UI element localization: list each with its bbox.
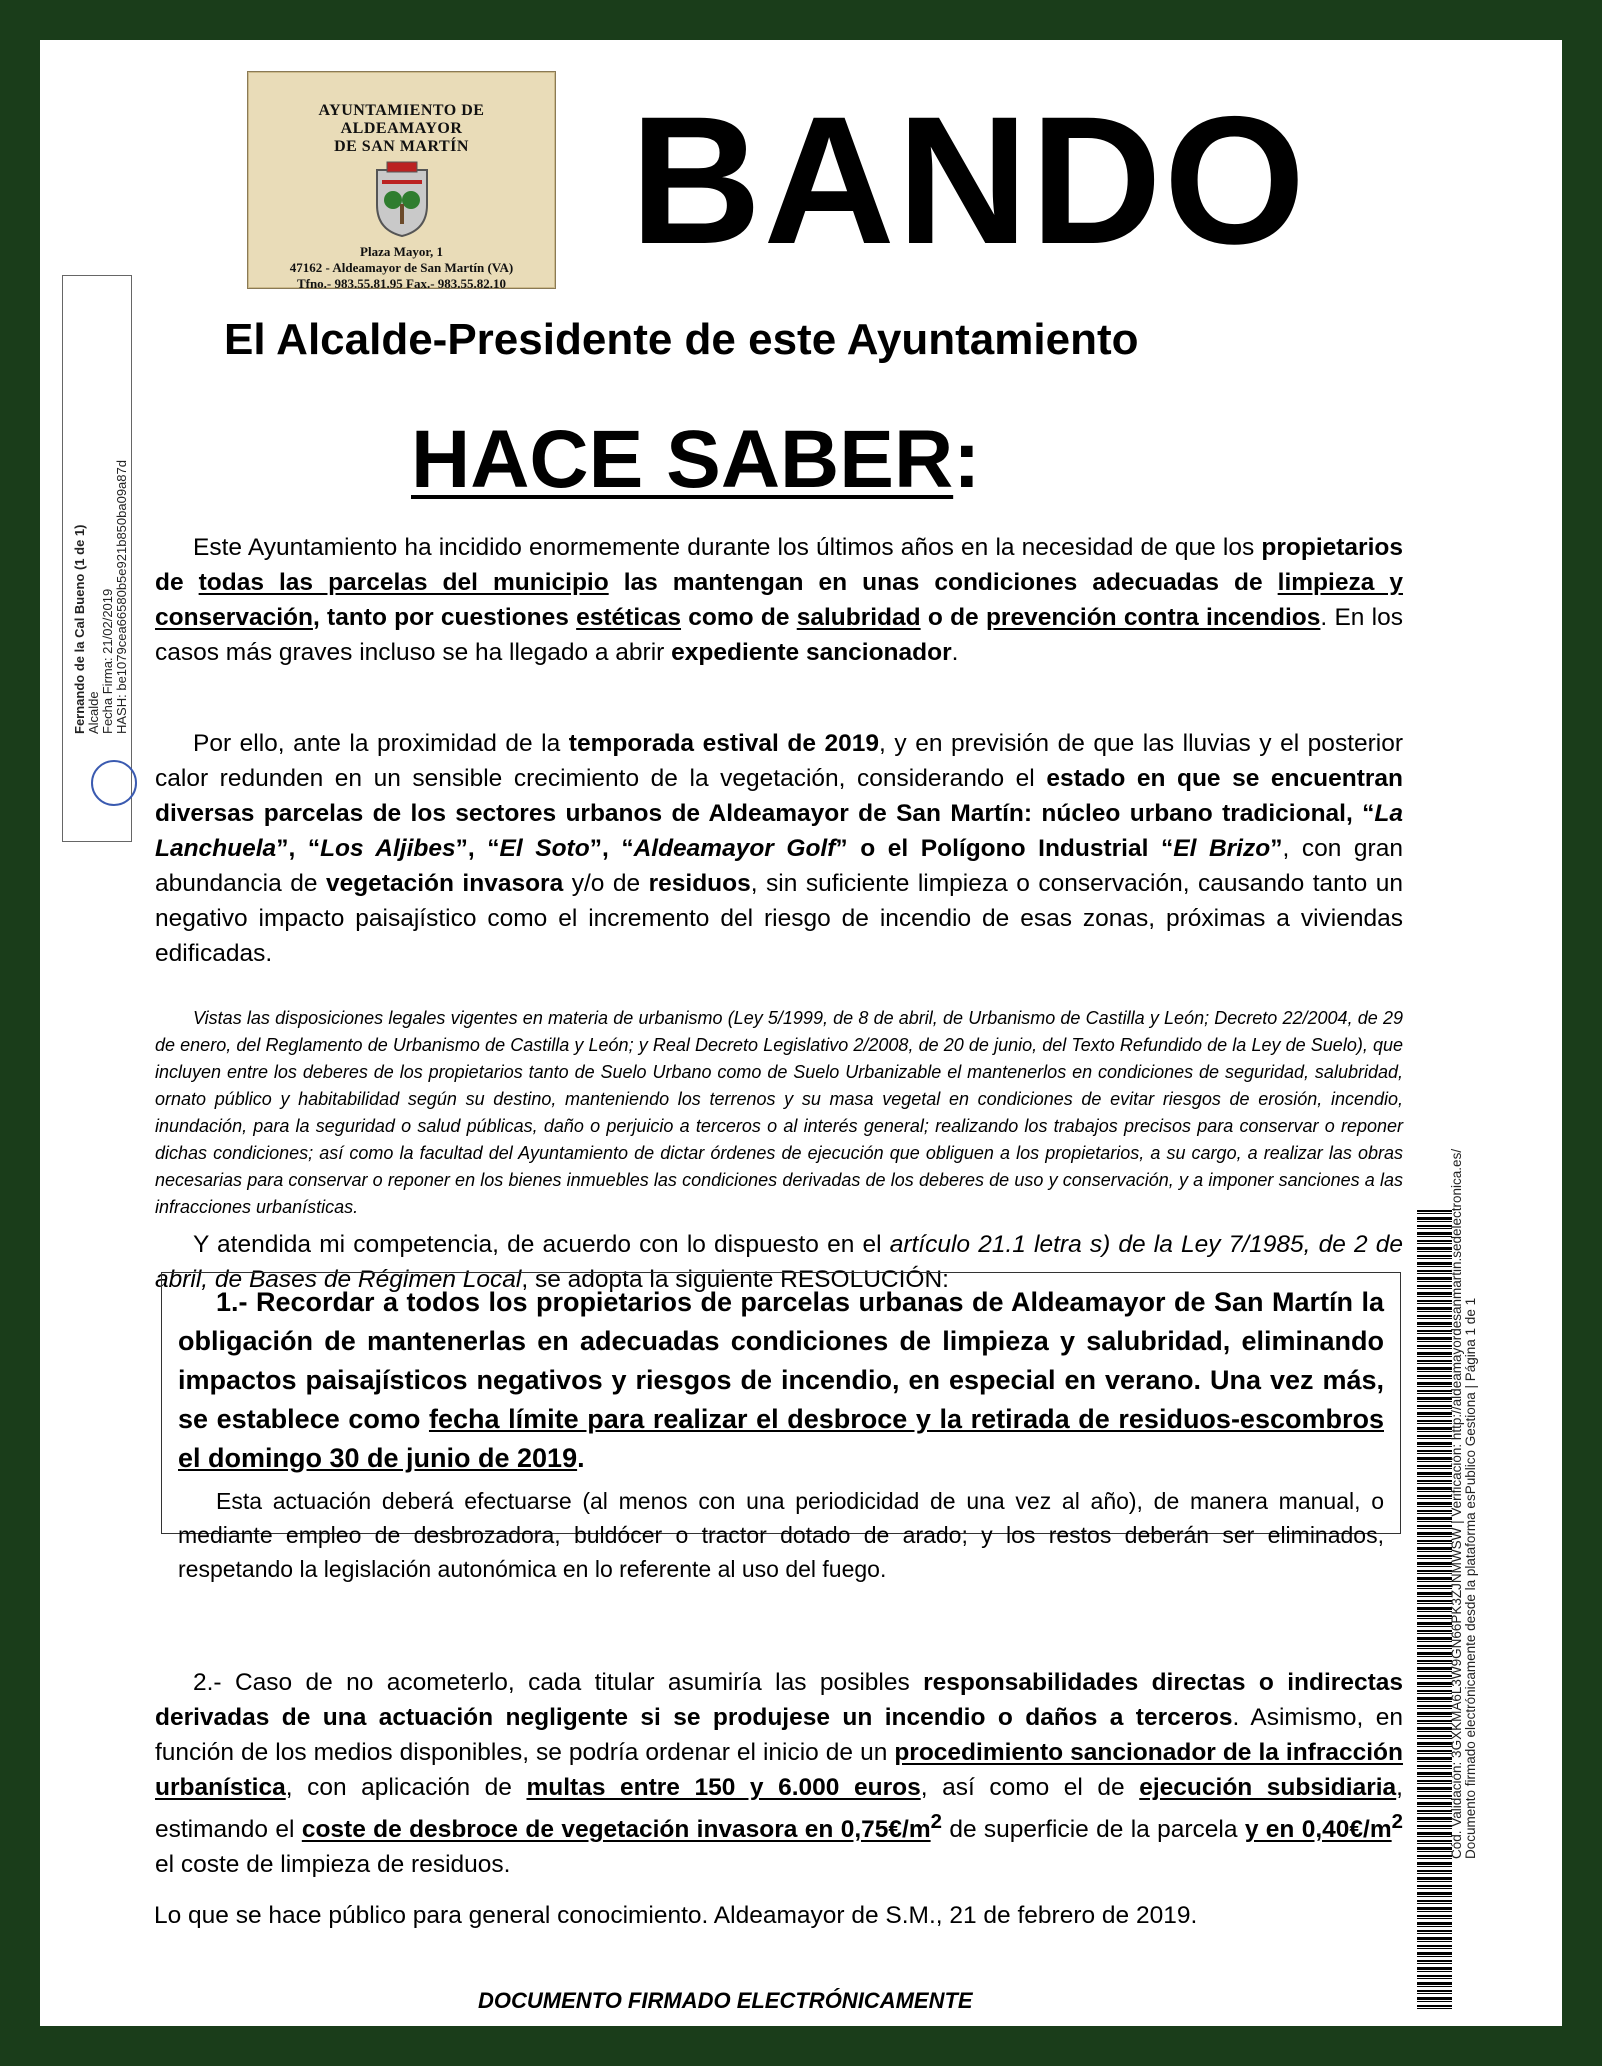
- paragraph-2: [155, 726, 1403, 971]
- p5-underline: multas entre 150 y 6.000 euros: [526, 1774, 921, 1801]
- p1-underline: prevención contra incendios: [985, 604, 1321, 631]
- resolution-text: 1.- Recordar a todos los propietarios de parcelas urbanas de Aldeamayor de San Martín la obligación de mantenerlas en adecuadas condiciones de limpieza y salubridad, eliminando impactos paisajísticos negativos y riesgos de incendio, en especial en verano. Una vez más, se establece como: [178, 1287, 1384, 1434]
- p1-text: .: [951, 639, 959, 666]
- validation-code: Cód. Validación: 3GXKMA6L3W9GN66PK3ZJNMWSW | Verificación: http://aldeamayordesanmartin.sedelectronica.es/: [1449, 1148, 1464, 1859]
- coat-of-arms-icon: [357, 160, 447, 240]
- document-page: [40, 40, 1562, 2026]
- p2-italic: Aldeamayor Golf: [633, 835, 836, 862]
- p1-bold: como de: [681, 604, 797, 631]
- p2-italic: Los Aljibes: [320, 835, 456, 862]
- seal-title-line: ALDEAMAYOR: [340, 120, 463, 137]
- resolution-detail: Esta actuación deberá efectuarse (al menos con una periodicidad de una vez al año), de manera manual, o mediante empleo de desbrozadora, buldócer o tractor dotado de arado; y los restos deberán ser eliminados, respetando la legislación autonómica en lo referente al uso del fuego.: [178, 1488, 1384, 1582]
- p1-underline: estéticas: [576, 604, 682, 631]
- resolution-box: [161, 1272, 1401, 1582]
- p4-text: Y atendida mi competencia, de acuerdo con lo dispuesto en el: [193, 1231, 890, 1258]
- p1-bold: expediente sancionador: [671, 639, 952, 666]
- p2-bold: ”, “: [276, 835, 321, 862]
- p2-bold: vegetación invasora: [325, 870, 564, 897]
- p2-text: y/o de: [563, 870, 649, 897]
- seal-title-line: AYUNTAMIENTO DE: [318, 102, 485, 119]
- signature-seal-icon: [91, 760, 137, 806]
- signature-strip: [62, 275, 132, 842]
- p2-bold: residuos: [648, 870, 751, 897]
- p1-bold: o de: [920, 604, 986, 631]
- hace-saber-text: HACE SABER: [411, 414, 954, 505]
- p2-bold: ” o el Polígono Industrial “: [835, 835, 1174, 862]
- p5-text: . Asimismo, en función de los medios disponibles, se podría ordenar el inicio de un: [155, 1704, 1403, 1766]
- p4-text: , se adopta la siguiente RESOLUCIÓN:: [521, 1266, 949, 1293]
- signature-date: Fecha Firma: 21/02/2019: [100, 588, 115, 734]
- p1-bold: , tanto por cuestiones: [312, 604, 577, 631]
- validation-text: [1450, 1059, 1478, 1859]
- hace-saber-heading: [411, 410, 980, 510]
- p2-italic: El Soto: [499, 835, 590, 862]
- p2-bold: ”: [1270, 835, 1283, 862]
- p2-italic: El Brizo: [1173, 835, 1271, 862]
- p5-underline: ejecución subsidiaria: [1139, 1774, 1397, 1801]
- signer-name: Fernando de la Cal Bueno (1 de 1): [72, 524, 87, 734]
- signature-hash: HASH: be1079cea66580b5e921b850ba09a87d: [114, 460, 129, 734]
- signed-electronically: DOCUMENTO FIRMADO ELECTRÓNICAMENTE: [478, 1988, 973, 2013]
- seal-address-line: Plaza Mayor, 1: [360, 244, 443, 259]
- closing-line: Lo que se hace público para general conocimiento. Aldeamayor de S.M., 21 de febrero de 2019.: [154, 1902, 1198, 1929]
- p2-text: , con gran abundancia de: [155, 835, 1403, 897]
- paragraph-1: [155, 530, 1403, 670]
- p2-bold: ”, “: [455, 835, 500, 862]
- p4-italic: artículo 21.1 letra s) de la Ley 7/1985, de 2 de abril, de Bases de Régimen Local: [155, 1231, 1403, 1293]
- bando-title: BANDO: [630, 78, 1308, 282]
- p5-underline: y en 0,40€/m: [1244, 1816, 1392, 1844]
- p5-superscript: 2: [930, 1811, 942, 1833]
- validation-platform: Documento firmado electrónicamente desde la plataforma esPublico Gestiona | Página 1 de 1: [1463, 1297, 1478, 1859]
- legal-basis-text: Vistas las disposiciones legales vigentes en materia de urbanismo (Ley 5/1999, de 8 de abril, de Urbanismo de Castilla y León; Decreto 22/2004, de 29 de enero, del Reglamento de Urbanismo de Castilla y León; y Real Decreto Legislativo 2/2008, de 20 de junio, del Texto Refundido de la Ley de Suelo), que incluyen entre los deberes de los propietarios tanto de Suelo Urbano como de Suelo Urbanizable el mantenerlos en condiciones de seguridad, salubridad, ornato público y habitabilidad según su destino, manteniendo los terrenos y su masa vegetal en condiciones de evitar riesgos de erosión, incendio, inundación, para la seguridad o salud públicas, daño o perjuicio a terceros o al interés general; realizando los trabajos precisos para conservar o reponer dichas condiciones; así como la facultad del Ayuntamiento de dictar órdenes de ejecución que obliguen a los propietarios, a su cargo, a realizar las obras necesarias para conservar o reponer en los bienes inmuebles las condiciones derivadas de los deberes de uso y conservación, y a imponer sanciones a las infracciones urbanísticas.: [155, 1008, 1403, 1217]
- mayor-subtitle: El Alcalde-Presidente de este Ayuntamiento: [224, 315, 1139, 364]
- p5-bold: responsabilidades directas o indirectas derivadas de una actuación negligente si se produjese un incendio o daños a terceros: [155, 1669, 1403, 1731]
- p5-text: , así como el de: [920, 1774, 1140, 1801]
- p2-text: , sin suficiente limpieza o conservación, causando tanto un negativo impacto paisajístico como el incremento del riesgo de incendio de esas zonas, próximas a viviendas edificadas.: [155, 870, 1403, 967]
- p1-bold: propietarios de: [155, 534, 1403, 596]
- p5-text: , estimando el: [155, 1774, 1403, 1844]
- p2-bold: temporada estival de 2019: [568, 730, 880, 757]
- barcode: [1417, 1210, 1452, 2010]
- signature-text: [73, 234, 129, 734]
- seal-address-line: Tfno.- 983.55.81.95 Fax.- 983.55.82.10: [296, 276, 507, 291]
- seal-title-line: DE SAN MARTÍN: [334, 138, 469, 155]
- p1-underline: todas las parcelas del municipio: [198, 569, 609, 596]
- p5-superscript: 2: [1391, 1811, 1403, 1833]
- paragraph-3: [155, 1005, 1403, 1221]
- p1-text: . En los casos más graves incluso se ha llegado a abrir: [155, 604, 1403, 666]
- p1-bold: las mantengan en unas condiciones adecuadas de: [608, 569, 1278, 596]
- p5-underline: coste de desbroce de vegetación invasora en 0,75€/m: [301, 1816, 931, 1844]
- p2-bold: estado en que se encuentran diversas parcelas de los sectores urbanos de Aldeamayor de San Martín: núcleo urbano tradicional, “: [155, 765, 1403, 827]
- p1-text: Este Ayuntamiento ha incidido enormemente durante los últimos años en la necesidad de que los: [193, 534, 1262, 561]
- p2-italic: La Lanchuela: [155, 800, 1403, 862]
- p5-text: el coste de limpieza de residuos.: [155, 1851, 511, 1879]
- p1-underline: limpieza y conservación: [155, 569, 1403, 631]
- p2-text: Por ello, ante la proximidad de la: [193, 730, 569, 757]
- deadline-underline: fecha límite para realizar el desbroce y la retirada de residuos-escombros el domingo 30 de junio de 2019: [178, 1404, 1384, 1473]
- p5-text: 2.- Caso de no acometerlo, cada titular asumiría las posibles: [193, 1669, 924, 1696]
- seal-address-line: 47162 - Aldeamayor de San Martín (VA): [289, 260, 514, 275]
- p5-text: de superficie de la parcela: [941, 1816, 1245, 1844]
- p2-text: , y en previsión de que las lluvias y el posterior calor redunden en un sensible crecimiento de la vegetación, considerando el: [155, 730, 1404, 792]
- p5-text: , con aplicación de: [285, 1774, 527, 1801]
- paragraph-5: [155, 1665, 1403, 1882]
- hace-saber-colon: :: [953, 414, 981, 505]
- town-hall-seal: [247, 71, 556, 289]
- signer-role: Alcalde: [86, 691, 101, 734]
- p2-bold: ”, “: [589, 835, 634, 862]
- p1-underline: salubridad: [796, 604, 921, 631]
- p5-underline: procedimiento sancionador de la infracción urbanística: [155, 1739, 1403, 1801]
- resolution-text: .: [577, 1443, 585, 1473]
